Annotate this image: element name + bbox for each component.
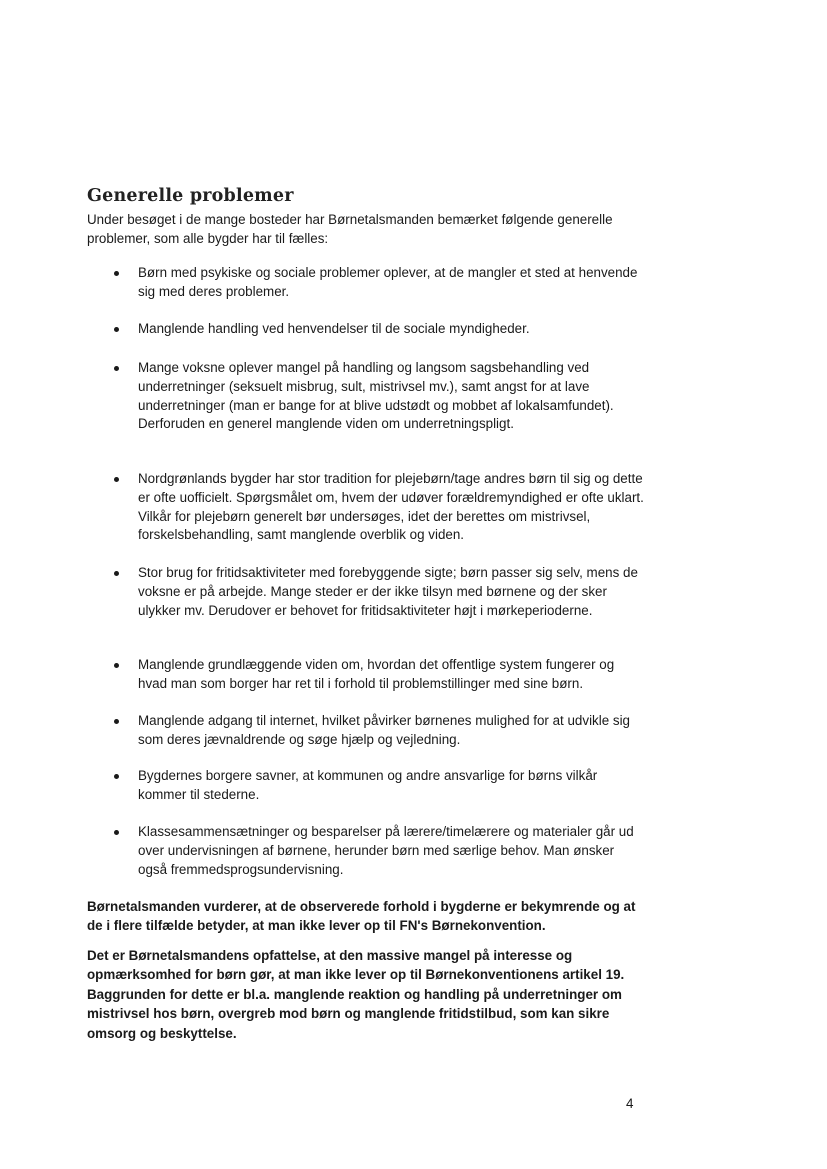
list-item xyxy=(114,470,644,545)
bullet-icon xyxy=(114,774,119,779)
bullet-icon xyxy=(114,719,119,724)
list-item xyxy=(114,564,644,620)
bullet-icon xyxy=(114,366,119,371)
list-item-text: Bygdernes borgere savner, at kommunen og andre ansvarlige for børns vilkår kommer til stederne. xyxy=(138,768,598,802)
list-item-text: Manglende handling ved henvendelser til de sociale myndigheder. xyxy=(138,321,530,336)
list-item-text: Klassesammensætninger og besparelser på lærere/timelærere og materialer går ud over undervisningen af børnene, herunder børn med særlige behov. Man ønsker også fremmedsprogsundervisning. xyxy=(138,824,634,877)
list-item xyxy=(114,656,644,694)
bullet-icon xyxy=(114,327,119,332)
list-item-text: Stor brug for fritidsaktiviteter med forebyggende sigte; børn passer sig selv, mens de voksne er på arbejde. Mange steder er der ikke tilsyn med børnene og der sker ulykker mv. Derudover er behovet for fritidsaktiviteter højt i mørkeperioderne. xyxy=(138,565,638,618)
page-number: 4 xyxy=(626,1096,634,1111)
list-item-text: Nordgrønlands bygder har stor tradition for plejebørn/tage andres børn til sig og dette er ofte uofficielt. Spørgsmålet om, hvem der udøver forældremyndighed er ofte uklart. Vilkår for plejebørn generelt bør undersøges, idet der berettes om mistrivsel, forskelsbehandling, samt manglende overblik og viden. xyxy=(138,471,644,543)
list-item-text: Manglende grundlæggende viden om, hvordan det offentlige system fungerer og hvad man som borger har ret til i forhold til problemstillinger med sine børn. xyxy=(138,657,615,691)
section-heading: Generelle problemer xyxy=(87,186,294,206)
bullet-icon xyxy=(114,571,119,576)
conclusion-paragraph: Det er Børnetalsmandens opfattelse, at den massive mangel på interesse og opmærksomhed for børn gør, at man ikke lever op til Børnekonventionens artikel 19. Baggrunden for dette er bl.a. manglende reaktion og handling på underretninger om mistrivsel hos børn, overgreb mod børn og manglende fritidstilbud, som kan sikre omsorg og beskyttelse. xyxy=(87,948,625,1041)
bullet-icon xyxy=(114,271,119,276)
list-item xyxy=(114,767,644,805)
list-item xyxy=(114,823,644,879)
list-item xyxy=(114,359,644,434)
bullet-icon xyxy=(114,477,119,482)
intro-paragraph: Under besøget i de mange bosteder har Børnetalsmanden bemærket følgende generelle problemer, som alle bygder har til fælles: xyxy=(87,212,613,246)
list-item xyxy=(114,264,644,302)
list-item-text: Manglende adgang til internet, hvilket påvirker børnenes mulighed for at udvikle sig som deres jævnaldrende og søge hjælp og vejledning. xyxy=(138,713,631,747)
bullet-icon xyxy=(114,663,119,668)
bullet-icon xyxy=(114,830,119,835)
list-item-text: Mange voksne oplever mangel på handling og langsom sagsbehandling ved underretninger (seksuelt misbrug, sult, mistrivsel mv.), samt angst for at lave underretninger (man er bange for at blive udstødt og mobbet af lokalsamfundet). Derforuden en generel manglende viden om underretningspligt. xyxy=(138,360,614,432)
list-item xyxy=(114,320,644,339)
list-item-text: Børn med psykiske og sociale problemer oplever, at de mangler et sted at henvende sig med deres problemer. xyxy=(138,265,638,299)
conclusion-paragraph: Børnetalsmanden vurderer, at de observerede forhold i bygderne er bekymrende og at de i flere tilfælde betyder, at man ikke lever op til FN's Børnekonvention. xyxy=(87,899,636,934)
list-item xyxy=(114,712,644,750)
